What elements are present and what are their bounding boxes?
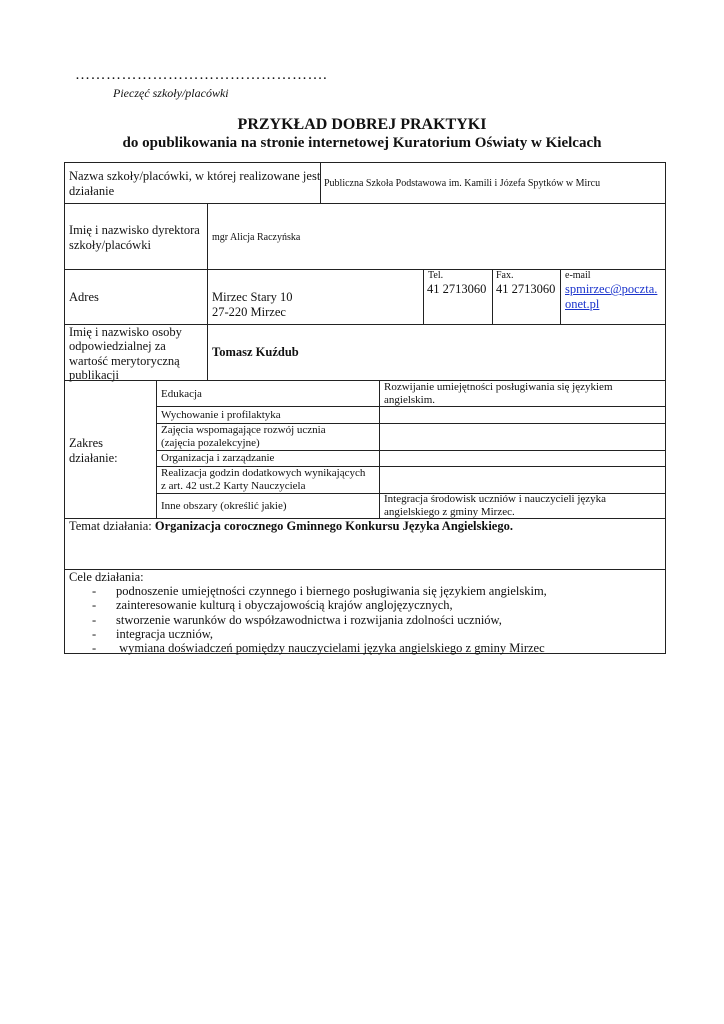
scope-label: Zakres działanie: xyxy=(69,436,118,465)
school-value: Publiczna Szkoła Podstawowa im. Kamili i Józefa Spytków w Mircu xyxy=(324,178,601,189)
goal-item: - podnoszenie umiejętności czynnego i biernego posługiwania się językiem angielskim, xyxy=(70,584,547,598)
scope-area: Realizacja godzin dodatkowych wynikających z art. 42 ust.2 Karty Nauczyciela xyxy=(161,467,366,493)
scope-desc-cell xyxy=(379,450,666,467)
title-line2: do opublikowania na stronie internetowej Kuratorium Oświaty w Kielcach xyxy=(122,135,602,151)
scope-desc: Rozwijanie umiejętności posługiwania się językiem angielskim. xyxy=(384,381,613,407)
person-value: Tomasz Kuźdub xyxy=(212,345,299,359)
scope-desc-cell xyxy=(379,466,666,494)
title-line1: PRZYKŁAD DOBREJ PRAKTYKI xyxy=(237,116,487,133)
goals-label: Cele działania: xyxy=(69,570,144,584)
director-value: mgr Alicja Raczyńska xyxy=(212,232,301,243)
scope-desc-cell xyxy=(379,406,666,424)
scope-desc-cell xyxy=(379,423,666,451)
scope-area: Inne obszary (określić jakie) xyxy=(161,500,287,512)
fax-value: 41 2713060 xyxy=(496,282,556,296)
goal-item: - integracja uczniów, xyxy=(70,627,547,641)
goal-item: - wymiana doświadczeń pomiędzy nauczycielami języka angielskiego z gminy Mirzec xyxy=(70,641,547,655)
scope-area: Zajęcia wspomagające rozwój ucznia (zajęcia pozalekcyjne) xyxy=(161,424,326,450)
scope-area: Edukacja xyxy=(161,388,202,400)
goal-item: - stworzenie warunków do współzawodnictwa i rozwijania zdolności uczniów, xyxy=(70,613,547,627)
email-link[interactable]: spmirzec@poczta. onet.pl xyxy=(565,282,658,311)
topic-label: Temat działania: xyxy=(69,519,155,533)
scope-desc: Integracja środowisk uczniów i nauczycieli języka angielskiego z gminy Mirzec. xyxy=(384,493,607,519)
topic-value: Organizacja corocznego Gminnego Konkursu Języka Angielskiego. xyxy=(154,519,513,533)
tel-value: 41 2713060 xyxy=(427,282,487,296)
scope-area: Wychowanie i profilaktyka xyxy=(161,409,281,421)
school-label: Nazwa szkoły/placówki, w której realizowane jest działanie xyxy=(69,169,321,198)
stamp-dots: …………………………………………. xyxy=(75,67,328,83)
email-label: e-mail xyxy=(565,270,591,281)
goal-item: - zainteresowanie kulturą i obyczajowością krajów anglojęzycznych, xyxy=(70,598,547,612)
stamp-label: Pieczęć szkoły/placówki xyxy=(113,86,229,100)
director-label: Imię i nazwisko dyrektora szkoły/placówki xyxy=(69,223,200,252)
person-label: Imię i nazwisko osoby odpowiedzialnej za wartość merytoryczną publikacji xyxy=(69,325,182,382)
tel-label: Tel. xyxy=(428,270,444,281)
scope-area: Organizacja i zarządzanie xyxy=(161,452,275,464)
fax-label: Fax. xyxy=(496,270,514,281)
goals-list xyxy=(70,584,547,655)
topic-text xyxy=(69,519,513,534)
address-label: Adres xyxy=(69,290,99,304)
address-value: Mirzec Stary 10 27-220 Mirzec xyxy=(212,290,293,319)
